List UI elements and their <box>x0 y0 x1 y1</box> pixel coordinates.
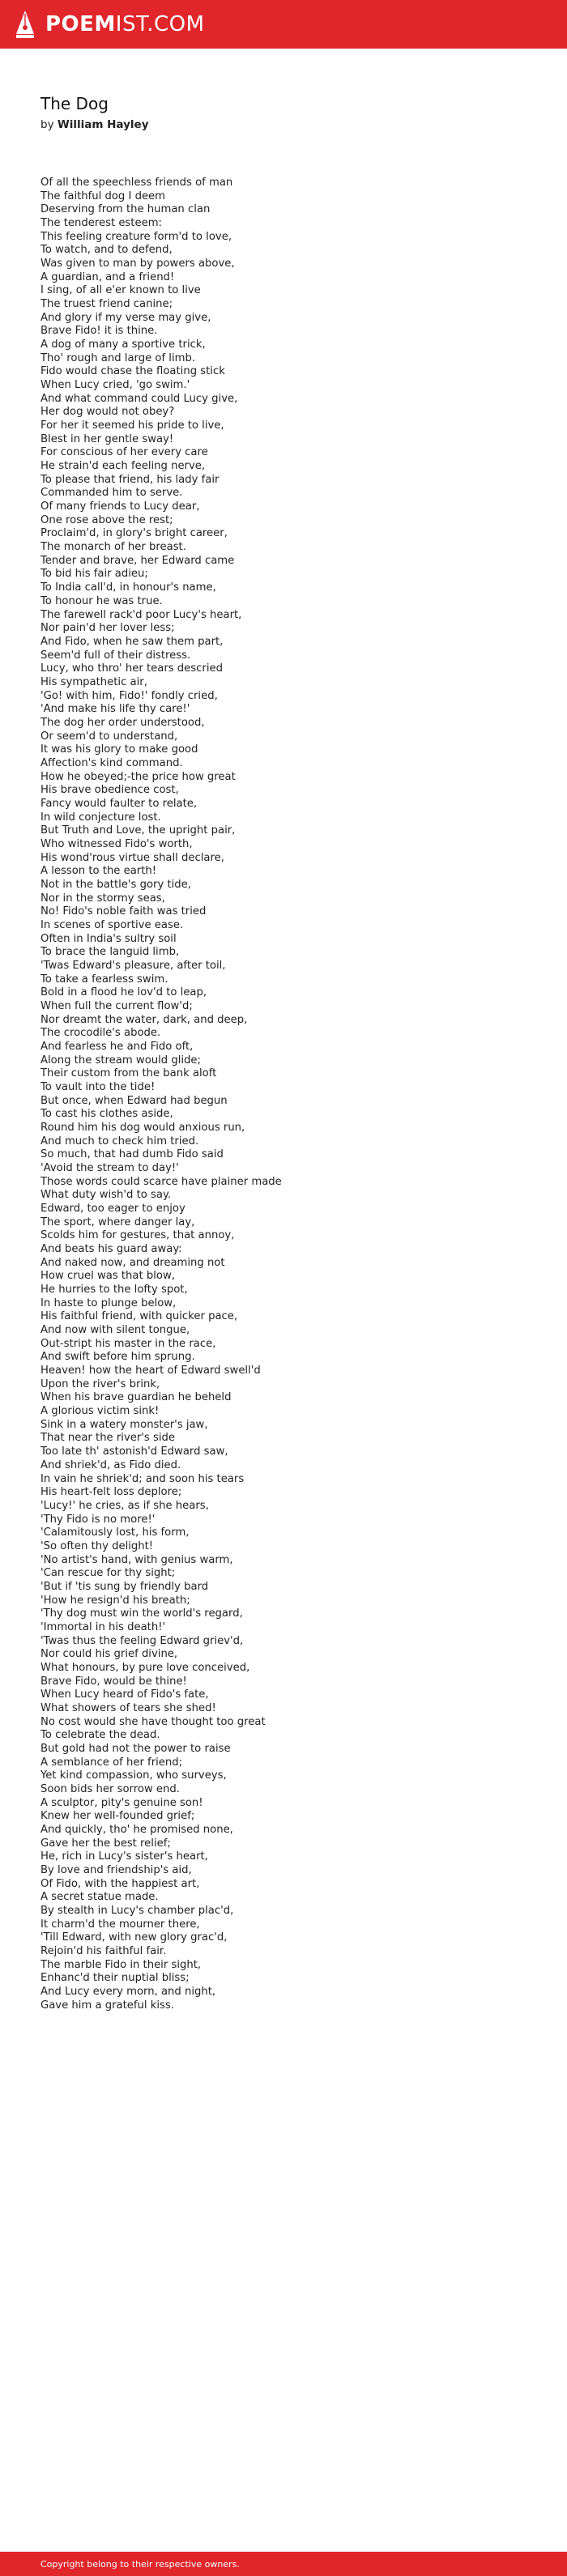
poem-line: And much to check him tried. <box>40 1135 199 1147</box>
poem-line: A guardian, and a friend! <box>40 270 175 283</box>
poem-line: A dog of many a sportive trick, <box>40 338 206 351</box>
poem-line: 'So often thy delight! <box>40 1539 154 1552</box>
fountain-pen-nib-icon[interactable] <box>15 10 36 39</box>
poem-body <box>40 177 282 2012</box>
poem-line: The tenderest esteem: <box>40 217 162 230</box>
poem-line: To India call'd, in honour's name, <box>40 581 216 594</box>
poem-line: In wild conjecture lost. <box>40 811 161 824</box>
poem-line: It was his glory to make good <box>40 743 198 756</box>
poem-line: One rose above the rest; <box>40 513 173 526</box>
poem-line: Of all the speechless friends of man <box>40 177 233 189</box>
poem-line: 'Thy dog must win the world's regard, <box>40 1607 243 1620</box>
poem-line: What showers of tears she shed! <box>40 1701 216 1714</box>
poem-line: Too late th' astonish'd Edward saw, <box>40 1446 228 1458</box>
poem-line: Those words could scarce have plainer made <box>40 1175 282 1188</box>
poem-line: 'How he resign'd his breath; <box>40 1594 190 1607</box>
poem-line: Scolds him for gestures, that annoy, <box>40 1229 235 1242</box>
poem-line: How cruel was that blow, <box>40 1270 175 1283</box>
poem-line: His heart-felt loss deplore; <box>40 1486 182 1499</box>
poem-line: But once, when Edward had begun <box>40 1094 228 1107</box>
poem-line: A semblance of her friend; <box>40 1756 183 1769</box>
poem-line: Affection's kind command. <box>40 756 183 769</box>
poem-line: Rejoin'd his faithful fair. <box>40 1945 167 1958</box>
poem-line: Nor in the stormy seas, <box>40 892 165 905</box>
poem-line: Sink in a watery monster's jaw, <box>40 1418 208 1431</box>
poem-line: For her it seemed his pride to live, <box>40 419 224 432</box>
poem-line: To bid his fair adieu; <box>40 568 148 581</box>
poem-line: Was given to man by powers above, <box>40 258 235 270</box>
poem-line: It charm'd the mourner there, <box>40 1918 200 1931</box>
poem-line: Who witnessed Fido's worth, <box>40 837 193 850</box>
author-name: William Hayley <box>57 118 149 131</box>
poem-line: His brave obedience cost, <box>40 784 179 797</box>
poem-line: 'Immortal in his death!' <box>40 1620 166 1633</box>
poem-line: And shriek'd, as Fido died. <box>40 1458 181 1471</box>
copyright-text: Copyright belong to their respective owners. <box>40 2558 240 2570</box>
poem-line: To take a fearless swim. <box>40 973 168 986</box>
logo-bold-text: POEM <box>45 12 116 36</box>
poem-line: Along the stream would glide; <box>40 1054 201 1067</box>
poem-line: And glory if my verse may give, <box>40 311 211 324</box>
poem-line: Enhanc'd their nuptial bliss; <box>40 1972 190 1985</box>
poem-line: And what command could Lucy give, <box>40 392 238 405</box>
poem-line: Brave Fido! it is thine. <box>40 325 158 338</box>
poem-line: A sculptor, pity's genuine son! <box>40 1796 203 1809</box>
poem-line: Knew her well-founded grief; <box>40 1810 195 1823</box>
poem-line: 'Can rescue for thy sight; <box>40 1567 176 1580</box>
poem-line: He hurries to the lofty spot, <box>40 1284 188 1297</box>
poem-line: In haste to plunge below, <box>40 1297 177 1309</box>
poem-line: So much, that had dumb Fido said <box>40 1148 224 1161</box>
poem-line: Their custom from the bank aloft <box>40 1067 217 1080</box>
poem-line: When full the current flow'd; <box>40 999 193 1012</box>
poem-line: To cast his clothes aside, <box>40 1108 173 1121</box>
poem-line: His faithful friend, with quicker pace, <box>40 1310 238 1323</box>
poem-line: Tender and brave, her Edward came <box>40 554 235 567</box>
poem-line: The crocodile's abode. <box>40 1027 161 1040</box>
poem-line: When Lucy cried, 'go swim.' <box>40 379 190 392</box>
poem-line: And Lucy every morn, and night, <box>40 1986 216 1999</box>
poem-line: To watch, and to defend, <box>40 244 173 257</box>
poem-line: I sing, of all e'er known to live <box>40 284 201 297</box>
poem-line: Often in India's sultry soil <box>40 932 177 945</box>
poem-line: In vain he shriek'd; and soon his tears <box>40 1472 245 1485</box>
site-footer <box>0 2552 567 2576</box>
poem-line: To please that friend, his lady fair <box>40 473 220 486</box>
poem-line: This feeling creature form'd to love, <box>40 230 232 243</box>
poem-line: Her dog would not obey? <box>40 406 175 419</box>
poem-line: He, rich in Lucy's sister's heart, <box>40 1850 208 1863</box>
poem-line: And beats his guard away: <box>40 1243 182 1256</box>
poem-line: Deserving from the human clan <box>40 203 211 216</box>
poem-line: 'Avoid the stream to day!' <box>40 1162 179 1175</box>
poem-line: The faithful dog I deem <box>40 189 166 202</box>
poem-line: And now with silent tongue, <box>40 1324 190 1337</box>
poem-line: And Fido, when he saw them part, <box>40 635 224 648</box>
poem-line: Nor could his grief divine, <box>40 1648 178 1661</box>
poem-line: Bold in a flood he lov'd to leap, <box>40 986 207 999</box>
poem-line: But gold had not the power to raise <box>40 1742 231 1755</box>
poem-line: The monarch of her breast. <box>40 541 186 554</box>
poem-line: Or seem'd to understand, <box>40 730 178 743</box>
poem-line: Fancy would faulter to relate, <box>40 797 198 810</box>
poem-line: Fido would chase the floating stick <box>40 365 225 378</box>
poem-line: And quickly, tho' he promised none, <box>40 1823 233 1836</box>
poem-line: Soon bids her sorrow end. <box>40 1782 180 1795</box>
site-logo[interactable] <box>45 12 205 36</box>
poem-line: 'Twas thus the feeling Edward griev'd, <box>40 1634 244 1647</box>
poem-line: By stealth in Lucy's chamber plac'd, <box>40 1905 234 1917</box>
poem-line: How he obeyed;-the price how great <box>40 770 236 783</box>
poem-line: The marble Fido in their sight, <box>40 1958 202 1971</box>
poem-title: The Dog <box>40 94 109 113</box>
poem-line: Round him his dog would anxious run, <box>40 1122 245 1135</box>
poem-line: Of Fido, with the happiest art, <box>40 1877 200 1890</box>
poem-line: 'Lucy!' he cries, as if she hears, <box>40 1499 209 1512</box>
poem-line: The sport, where danger lay, <box>40 1216 195 1228</box>
poem-line: In scenes of sportive ease. <box>40 918 184 931</box>
poem-line: To vault into the tide! <box>40 1081 156 1094</box>
poem-line: And fearless he and Fido oft, <box>40 1041 194 1053</box>
poem-line: His sympathetic air, <box>40 675 147 688</box>
poem-line: Commanded him to serve. <box>40 487 183 500</box>
poem-line: What honours, by pure love conceived, <box>40 1661 250 1674</box>
poem-line: Gave her the best relief; <box>40 1837 171 1850</box>
poem-line: To celebrate the dead. <box>40 1729 160 1742</box>
poem-line: A lesson to the earth! <box>40 865 157 878</box>
poem-line: Nor dreamt the water, dark, and deep, <box>40 1013 248 1026</box>
poem-line: 'And make his life thy care!' <box>40 703 190 716</box>
poem-line: 'Thy Fido is no more!' <box>40 1513 156 1526</box>
poem-line: Gave him a grateful kiss. <box>40 1999 174 2012</box>
poem-line: Nor pain'd her lover less; <box>40 622 175 635</box>
poem-line: Brave Fido, would be thine! <box>40 1675 187 1688</box>
poem-line: To brace the languid limb, <box>40 946 180 959</box>
poem-line: The truest friend canine; <box>40 298 173 311</box>
logo-light-text: IST.COM <box>115 12 205 36</box>
poem-line: His wond'rous virtue shall declare, <box>40 851 224 864</box>
poem-line: The farewell rack'd poor Lucy's heart, <box>40 608 242 621</box>
poem-line: 'Calamitously lost, his form, <box>40 1526 190 1539</box>
poem-line: 'No artist's hand, with genius warm, <box>40 1553 233 1566</box>
poem-line: The dog her order understood, <box>40 716 205 729</box>
poem-line: That near the river's side <box>40 1432 175 1445</box>
poem-byline <box>40 118 149 131</box>
poem-line: When Lucy heard of Fido's fate, <box>40 1688 209 1701</box>
poem-line: A secret statue made. <box>40 1891 159 1904</box>
poem-line: Of many friends to Lucy dear, <box>40 500 200 513</box>
poem-line: What duty wish'd to say. <box>40 1189 172 1202</box>
poem-line: Tho' rough and large of limb. <box>40 351 196 364</box>
poem-line: Upon the river's brink, <box>40 1377 160 1390</box>
poem-line: And swift before him sprung. <box>40 1351 195 1364</box>
poem-line: Seem'd full of their distress. <box>40 649 191 662</box>
poem-line: No! Fido's noble faith was tried <box>40 905 207 918</box>
poem-line: Proclaim'd, in glory's bright career, <box>40 527 228 540</box>
poem-line: For conscious of her every care <box>40 446 208 459</box>
poem-line: When his brave guardian he beheld <box>40 1391 232 1404</box>
poem-line: Out-stript his master in the race, <box>40 1337 216 1350</box>
poem-line: 'Go! with him, Fido!' fondly cried, <box>40 689 218 702</box>
poem-line: Yet kind compassion, who surveys, <box>40 1769 227 1782</box>
byline-prefix: by <box>40 118 54 131</box>
poem-line: Edward, too eager to enjoy <box>40 1203 185 1216</box>
poem-line: No cost would she have thought too great <box>40 1715 266 1728</box>
site-header <box>0 0 567 49</box>
poem-line: A glorious victim sink! <box>40 1405 160 1418</box>
poem-line: 'Till Edward, with new glory grac'd, <box>40 1931 228 1944</box>
poem-line: Lucy, who thro' her tears descried <box>40 662 223 675</box>
poem-line: But Truth and Love, the upright pair, <box>40 824 236 837</box>
poem-line: Heaven! how the heart of Edward swell'd <box>40 1365 261 1377</box>
poem-line: By love and friendship's aid, <box>40 1863 192 1876</box>
poem-line: And naked now, and dreaming not <box>40 1256 225 1269</box>
poem-line: He strain'd each feeling nerve, <box>40 460 206 473</box>
poem-line: Blest in her gentle sway! <box>40 432 174 445</box>
poem-line: Not in the battle's gory tide, <box>40 878 191 891</box>
poem-line: To honour he was true. <box>40 594 163 607</box>
poem-line: 'But if 'tis sung by friendly bard <box>40 1580 209 1593</box>
poem-line: 'Twas Edward's pleasure, after toil, <box>40 959 226 972</box>
